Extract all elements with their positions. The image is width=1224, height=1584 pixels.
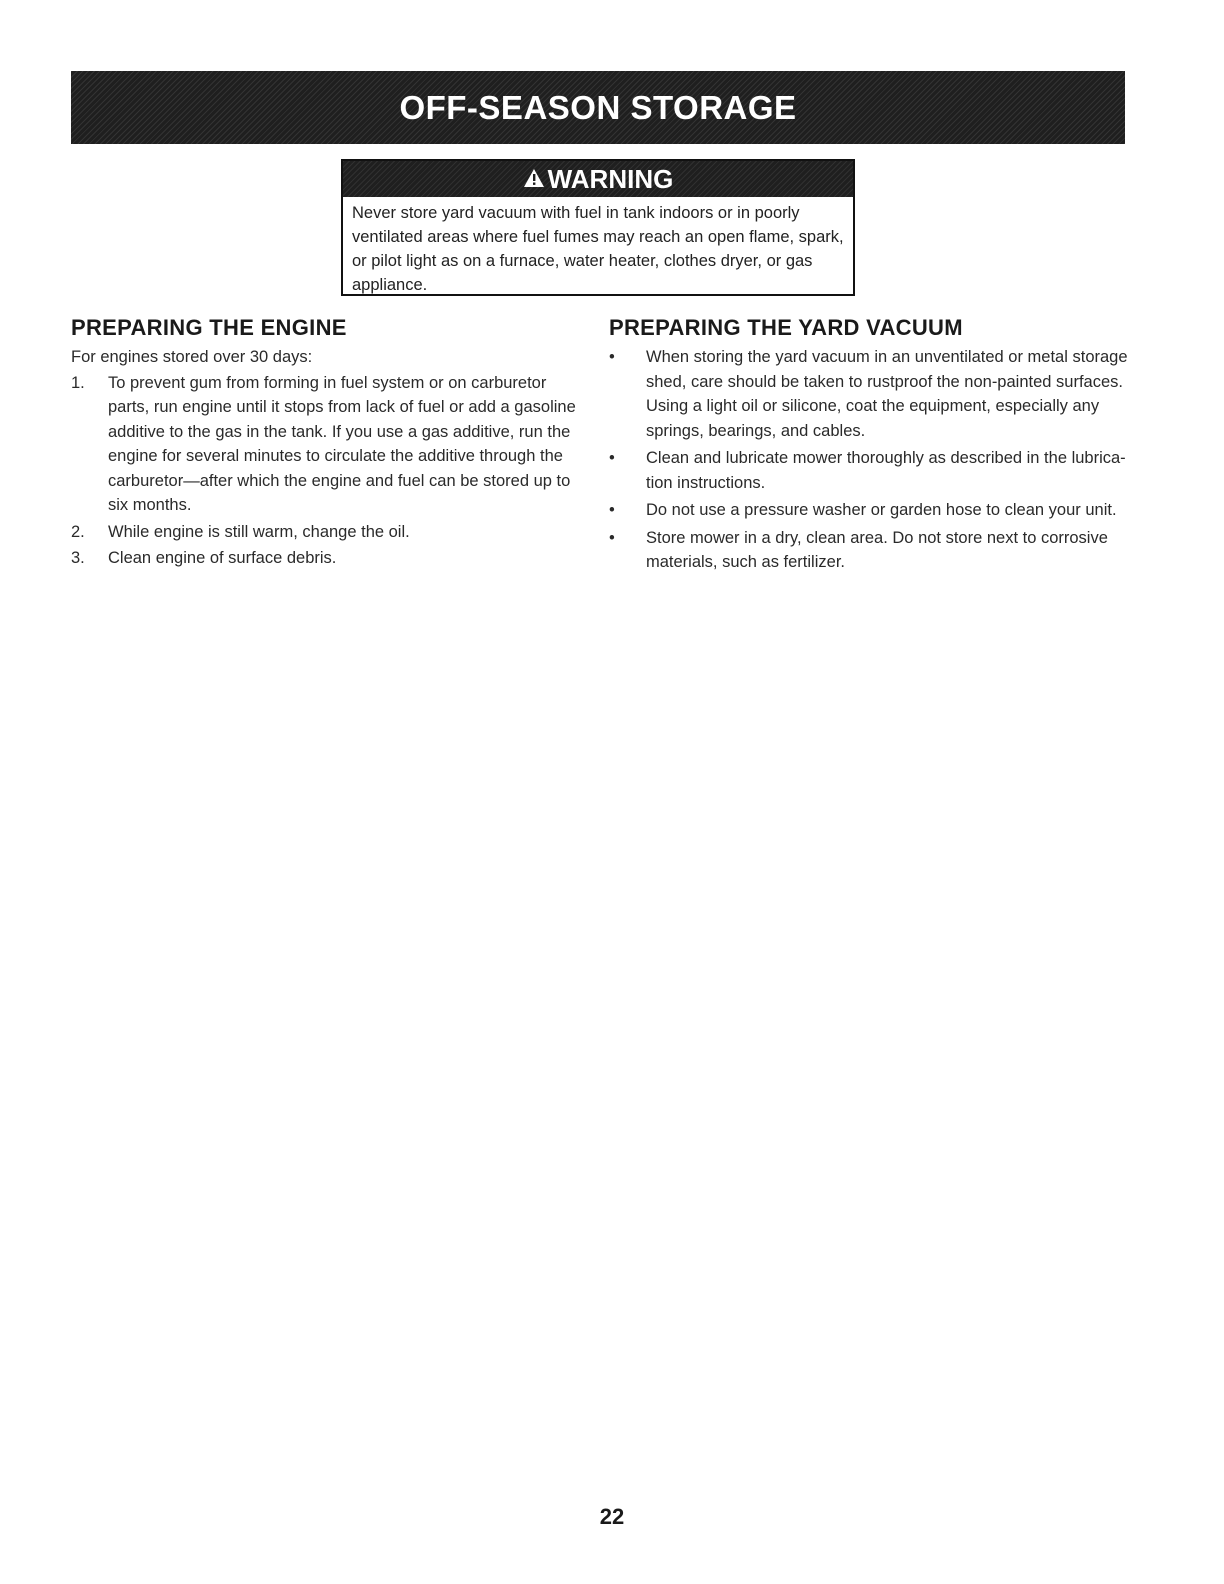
list-item-line: materials, such as fertilizer. (646, 553, 845, 571)
engine-section-body (71, 345, 581, 571)
list-item (71, 371, 581, 518)
bullet-marker: • (609, 528, 615, 547)
warning-text (343, 197, 853, 297)
list-item-line: carburetor—after which the engine and fuel can be stored up to (108, 471, 571, 490)
warning-header (343, 161, 853, 197)
warning-label: WARNING (547, 163, 674, 194)
list-item-line: six months. (108, 496, 192, 514)
bullet-marker: • (609, 348, 615, 366)
list-item (71, 520, 581, 545)
engine-intro: For engines stored over 30 days: (71, 348, 313, 366)
list-item (609, 498, 1149, 523)
engine-section-title: PREPARING THE ENGINE (71, 315, 347, 340)
page-title: OFF-SEASON STORAGE (399, 88, 797, 126)
vacuum-section-body (609, 345, 1149, 575)
section-title-banner (71, 71, 1125, 144)
list-item (609, 446, 1149, 495)
list-item-line: shed, care should be taken to rustproof the non-painted surfaces. (646, 372, 1123, 391)
list-item-line: To prevent gum from forming in fuel system or on carburetor (108, 373, 547, 392)
bullet-marker: • (609, 449, 615, 467)
bullet-marker: • (609, 501, 615, 519)
list-item-line: When storing the yard vacuum in an unventilated or metal storage (646, 348, 1128, 366)
warning-line: or pilot light as on a furnace, water heater, clothes dryer, or gas (352, 252, 813, 270)
list-item-line: engine for several minutes to circulate the additive through the (108, 447, 563, 465)
warning-box (341, 159, 855, 296)
list-item-line: springs, bearings, and cables. (646, 421, 866, 440)
warning-line: Never store yard vacuum with fuel in tank indoors or in poorly (352, 204, 800, 222)
page-number: 22 (599, 1504, 625, 1529)
list-item-line: additive to the gas in the tank. If you use a gas additive, run the (108, 422, 571, 441)
warning-line: appliance. (352, 276, 428, 294)
warning-line: ventilated areas where fuel fumes may reach an open flame, spark, (352, 228, 844, 246)
vacuum-section-title: PREPARING THE YARD VACUUM (609, 315, 963, 340)
list-item-line: While engine is still warm, change the oil. (108, 522, 410, 541)
list-marker: 1. (71, 373, 85, 392)
list-item (609, 526, 1149, 575)
list-marker: 2. (71, 522, 85, 541)
list-item (609, 345, 1149, 443)
list-item-line: Do not use a pressure washer or garden hose to clean your unit. (646, 501, 1117, 519)
list-item-line: parts, run engine until it stops from lack of fuel or add a gasoline (108, 398, 576, 416)
warning-triangle-icon (523, 168, 545, 188)
list-item-line: Clean engine of surface debris. (108, 549, 337, 567)
list-item-line: Store mower in a dry, clean area. Do not store next to corrosive (646, 528, 1108, 547)
list-item-line: tion instructions. (646, 473, 766, 492)
list-item (71, 546, 581, 571)
list-item-line: Using a light oil or silicone, coat the equipment, especially any (646, 397, 1100, 415)
list-marker: 3. (71, 549, 85, 567)
list-item-line: Clean and lubricate mower thoroughly as described in the lubrica- (646, 449, 1126, 467)
